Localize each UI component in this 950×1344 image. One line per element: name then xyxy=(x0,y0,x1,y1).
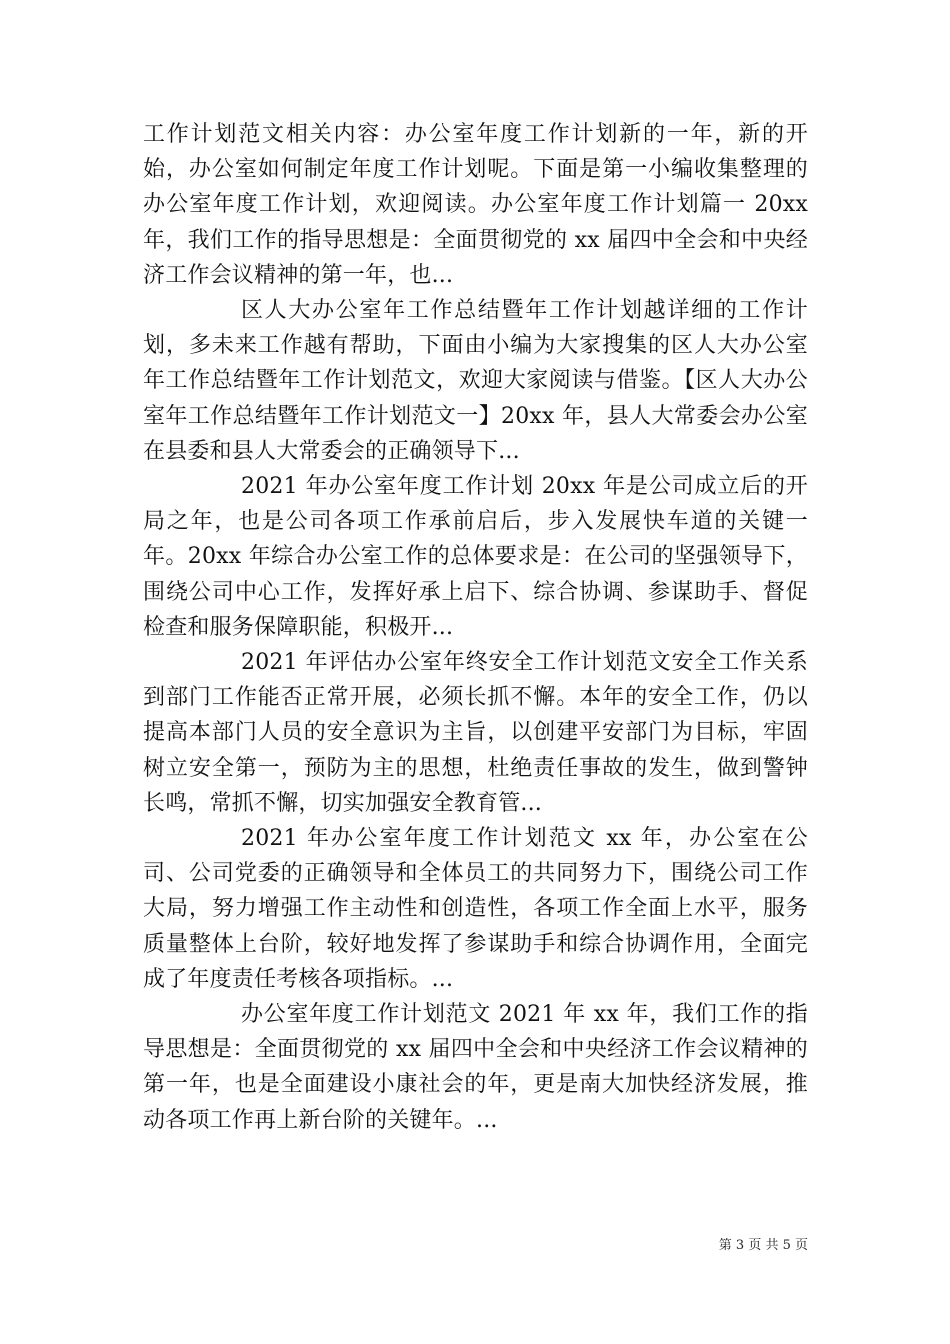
paragraph-3: 2021 年办公室年度工作计划 20xx 年是公司成立后的开局之年，也是公司各项工作承前启后，步入发展快车道的关键一年。20xx 年综合办公室工作的总体要求是：在公司的坚强领导下，围绕公司中心工作，发挥好承上启下、综合协调、参谋助手、督促检查和服务保障职能，积极开... xyxy=(143,474,808,640)
paragraph-6: 办公室年度工作计划范文 2021 年 xx 年，我们工作的指导思想是：全面贯彻党的 xx 届四中全会和中央经济工作会议精神的第一年，也是全面建设小康社会的年，更是南大加快经济发展，推动各项工作再上新台阶的关键年。... xyxy=(143,1002,808,1133)
paragraph-1: 工作计划范文相关内容：办公室年度工作计划新的一年，新的开始，办公室如何制定年度工作计划呢。下面是第一小编收集整理的办公室年度工作计划，欢迎阅读。办公室年度工作计划篇一 20xx 年，我们工作的指导思想是：全面贯彻党的 xx 届四中全会和中央经济工作会议精神的第一年，也... xyxy=(143,122,808,288)
paragraph-2: 区人大办公室年工作总结暨年工作计划越详细的工作计划，多未来工作越有帮助，下面由小编为大家搜集的区人大办公室年工作总结暨年工作计划范文，欢迎大家阅读与借鉴。【区人大办公室年工作总结暨年工作计划范文一】20xx 年，县人大常委会办公室在县委和县人大常委会的正确领导下... xyxy=(143,298,808,464)
page-number-footer: 第 3 页 共 5 页 xyxy=(718,1238,808,1253)
paragraph-4: 2021 年评估办公室年终安全工作计划范文安全工作关系到部门工作能否正常开展，必须长抓不懈。本年的安全工作，仍以提高本部门人员的安全意识为主旨，以创建平安部门为目标，牢固树立安全第一，预防为主的思想，杜绝责任事故的发生，做到警钟长鸣，常抓不懈，切实加强安全教育管... xyxy=(143,650,808,816)
paragraph-5: 2021 年办公室年度工作计划范文 xx 年，办公室在公司、公司党委的正确领导和全体员工的共同努力下，围绕公司工作大局，努力增强工作主动性和创造性，各项工作全面上水平，服务质量整体上台阶，较好地发挥了参谋助手和综合协调作用，全面完成了年度责任考核各项指标。... xyxy=(143,826,808,992)
document-body xyxy=(143,117,808,1138)
